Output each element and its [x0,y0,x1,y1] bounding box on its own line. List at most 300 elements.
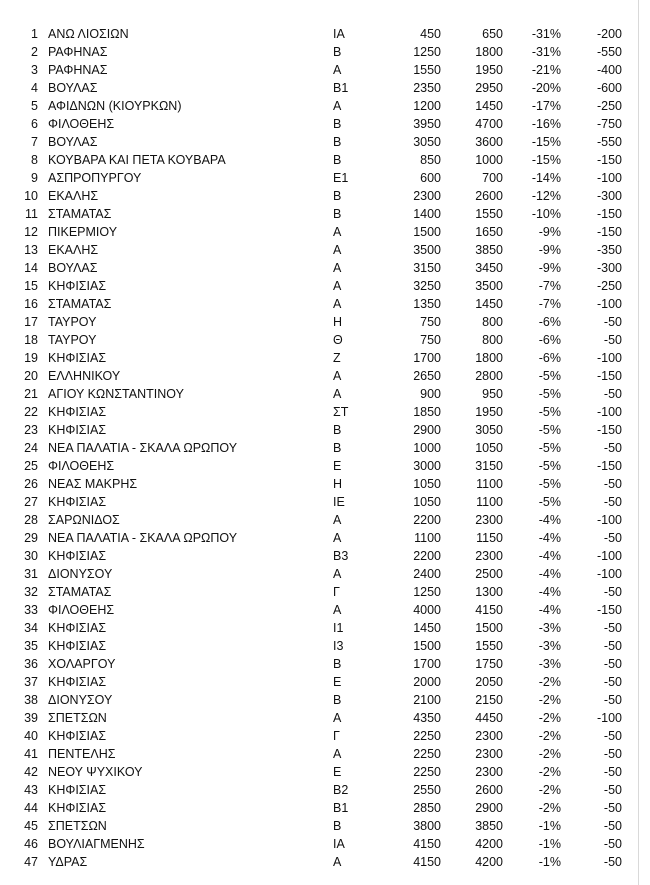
table-row [0,835,650,853]
table-row [0,475,650,493]
zone-code: Α [333,63,342,77]
difference: -50 [603,747,622,761]
area-name: ΔΙΟΝΥΣΟΥ [48,567,113,581]
difference: -150 [596,369,622,383]
percent-change: -9% [538,225,561,239]
difference: -150 [596,153,622,167]
table-row [0,349,650,367]
percent-change: -2% [538,765,561,779]
percent-change: -2% [538,711,561,725]
difference: -50 [603,387,622,401]
old-value: 4150 [413,855,441,869]
old-value: 750 [420,315,441,329]
area-name: ΒΟΥΛΑΣ [48,81,98,95]
row-number: 3 [31,63,38,77]
difference: -150 [596,423,622,437]
percent-change: -9% [538,243,561,257]
zone-code: Α [333,711,342,725]
difference: -50 [603,675,622,689]
new-value: 1950 [475,63,503,77]
difference: -100 [596,711,622,725]
area-name: ΡΑΦΗΝΑΣ [48,45,108,59]
old-value: 2100 [413,693,441,707]
row-number: 8 [31,153,38,167]
difference: -100 [596,171,622,185]
area-name: ΚΗΦΙΣΙΑΣ [48,801,107,815]
old-value: 2900 [413,423,441,437]
old-value: 1500 [413,639,441,653]
row-number: 44 [24,801,38,815]
row-number: 16 [24,297,38,311]
new-value: 2300 [475,549,503,563]
data-table [0,25,650,871]
new-value: 2900 [475,801,503,815]
old-value: 4150 [413,837,441,851]
area-name: ΣΤΑΜΑΤΑΣ [48,297,112,311]
new-value: 4700 [475,117,503,131]
area-name: ΣΠΕΤΣΩΝ [48,711,107,725]
old-value: 1100 [414,531,441,545]
table-row [0,313,650,331]
area-name: ΚΗΦΙΣΙΑΣ [48,639,107,653]
new-value: 3500 [475,279,503,293]
row-number: 36 [24,657,38,671]
old-value: 1700 [413,657,441,671]
zone-code: Ε [333,765,342,779]
old-value: 1050 [413,495,441,509]
table-row [0,655,650,673]
row-number: 17 [24,315,38,329]
difference: -400 [596,63,622,77]
zone-code: Α [333,99,342,113]
zone-code: Β1 [333,81,349,95]
old-value: 2200 [413,513,441,527]
new-value: 1500 [475,621,503,635]
difference: -50 [603,531,622,545]
percent-change: -1% [538,837,561,851]
table-row [0,799,650,817]
difference: -50 [603,333,622,347]
table-row [0,727,650,745]
area-name: ΤΑΥΡΟΥ [48,315,97,329]
percent-change: -15% [531,135,561,149]
new-value: 800 [482,333,503,347]
difference: -50 [603,441,622,455]
new-value: 4150 [475,603,503,617]
row-number: 38 [24,693,38,707]
row-number: 2 [31,45,38,59]
old-value: 2550 [413,783,441,797]
old-value: 1850 [413,405,441,419]
percent-change: -1% [538,819,561,833]
percent-change: -5% [538,387,561,401]
percent-change: -31% [531,45,561,59]
new-value: 2300 [475,747,503,761]
row-number: 40 [24,729,38,743]
difference: -300 [596,261,622,275]
area-name: ΑΝΩ ΛΙΟΣΙΩΝ [48,27,129,41]
percent-change: -14% [531,171,561,185]
difference: -600 [596,81,622,95]
table-row [0,115,650,133]
area-name: ΑΓΙΟΥ ΚΩΝΣΤΑΝΤΙΝΟΥ [48,387,184,401]
area-name: ΧΟΛΑΡΓΟΥ [48,657,116,671]
percent-change: -4% [538,585,561,599]
difference: -150 [596,225,622,239]
row-number: 19 [24,351,38,365]
percent-change: -4% [538,513,561,527]
new-value: 2300 [475,513,503,527]
area-name: ΦΙΛΟΘΕΗΣ [48,603,115,617]
table-row [0,25,650,43]
old-value: 3150 [413,261,441,275]
old-value: 1450 [413,621,441,635]
old-value: 1050 [413,477,441,491]
row-number: 22 [24,405,38,419]
table-row [0,583,650,601]
row-number: 46 [24,837,38,851]
area-name: ΚΗΦΙΣΙΑΣ [48,783,107,797]
new-value: 3450 [475,261,503,275]
difference: -750 [596,117,622,131]
old-value: 4350 [413,711,441,725]
area-name: ΒΟΥΛΑΣ [48,135,98,149]
new-value: 1050 [475,441,503,455]
new-value: 4200 [475,837,503,851]
percent-change: -5% [538,441,561,455]
table-row [0,331,650,349]
row-number: 21 [24,387,38,401]
old-value: 1000 [413,441,441,455]
zone-code: Α [333,747,342,761]
new-value: 700 [482,171,503,185]
old-value: 2850 [413,801,441,815]
zone-code: Β [333,135,342,149]
difference: -100 [596,567,622,581]
table-row [0,565,650,583]
new-value: 4450 [475,711,503,725]
difference: -50 [603,819,622,833]
table-row [0,133,650,151]
percent-change: -5% [538,477,561,491]
area-name: ΚΗΦΙΣΙΑΣ [48,549,107,563]
percent-change: -4% [538,603,561,617]
new-value: 1000 [475,153,503,167]
percent-change: -5% [538,369,561,383]
area-name: ΕΚΑΛΗΣ [48,243,99,257]
area-name: ΝΕΟΥ ΨΥΧΙΚΟΥ [48,765,143,779]
new-value: 1650 [475,225,503,239]
old-value: 1500 [413,225,441,239]
row-number: 18 [24,333,38,347]
table-row [0,277,650,295]
new-value: 4200 [475,855,503,869]
area-name: ΚΗΦΙΣΙΑΣ [48,675,107,689]
row-number: 29 [24,531,38,545]
percent-change: -2% [538,747,561,761]
table-row [0,439,650,457]
row-number: 20 [24,369,38,383]
new-value: 3850 [475,819,503,833]
area-name: ΑΦΙΔΝΩΝ (ΚΙΟΥΡΚΩΝ) [48,99,182,113]
percent-change: -1% [538,855,561,869]
zone-code: Α [333,387,342,401]
row-number: 4 [31,81,38,95]
table-row [0,385,650,403]
new-value: 1800 [475,351,503,365]
old-value: 900 [420,387,441,401]
old-value: 2250 [413,729,441,743]
row-number: 25 [24,459,38,473]
old-value: 1400 [413,207,441,221]
zone-code: Α [333,279,342,293]
table-row [0,223,650,241]
column-divider [638,0,639,885]
row-number: 33 [24,603,38,617]
table-row [0,151,650,169]
old-value: 3800 [413,819,441,833]
area-name: ΚΗΦΙΣΙΑΣ [48,423,107,437]
row-number: 47 [24,855,38,869]
percent-change: -6% [538,333,561,347]
old-value: 850 [420,153,441,167]
percent-change: -4% [538,549,561,563]
old-value: 3000 [413,459,441,473]
table-row [0,241,650,259]
table-row [0,529,650,547]
table-row [0,853,650,871]
percent-change: -21% [531,63,561,77]
zone-code: ΙΕ [333,495,345,509]
difference: -50 [603,801,622,815]
difference: -250 [596,279,622,293]
old-value: 1250 [413,585,441,599]
row-number: 42 [24,765,38,779]
table-row [0,79,650,97]
area-name: ΠΙΚΕΡΜΙΟΥ [48,225,118,239]
difference: -50 [603,729,622,743]
table-row [0,367,650,385]
difference: -50 [603,783,622,797]
row-number: 35 [24,639,38,653]
difference: -150 [596,459,622,473]
row-number: 27 [24,495,38,509]
table-row [0,97,650,115]
table-row [0,421,650,439]
old-value: 2400 [413,567,441,581]
row-number: 41 [24,747,38,761]
row-number: 13 [24,243,38,257]
difference: -50 [603,621,622,635]
percent-change: -2% [538,693,561,707]
table-row [0,205,650,223]
area-name: ΚΗΦΙΣΙΑΣ [48,351,107,365]
new-value: 3050 [475,423,503,437]
old-value: 1700 [413,351,441,365]
zone-code: Β [333,153,342,167]
old-value: 3950 [413,117,441,131]
percent-change: -7% [538,279,561,293]
area-name: ΣΤΑΜΑΤΑΣ [48,585,112,599]
zone-code: Α [333,513,342,527]
zone-code: Γ [333,585,340,599]
percent-change: -4% [538,567,561,581]
area-name: ΚΗΦΙΣΙΑΣ [48,621,107,635]
row-number: 10 [24,189,38,203]
zone-code: Α [333,567,342,581]
table-row [0,763,650,781]
difference: -100 [596,549,622,563]
percent-change: -5% [538,423,561,437]
table-row [0,601,650,619]
row-number: 6 [31,117,38,131]
zone-code: Β [333,441,342,455]
new-value: 800 [482,315,503,329]
area-name: ΦΙΛΟΘΕΗΣ [48,117,115,131]
difference: -50 [603,693,622,707]
area-name: ΑΣΠΡΟΠΥΡΓΟΥ [48,171,142,185]
percent-change: -10% [531,207,561,221]
difference: -550 [596,135,622,149]
table-row [0,547,650,565]
percent-change: -5% [538,495,561,509]
zone-code: Β2 [333,783,349,797]
row-number: 39 [24,711,38,725]
new-value: 1100 [476,495,503,509]
table-row [0,673,650,691]
zone-code: Β [333,819,342,833]
old-value: 1350 [413,297,441,311]
new-value: 3850 [475,243,503,257]
area-name: ΝΕΑΣ ΜΑΚΡΗΣ [48,477,138,491]
area-name: ΥΔΡΑΣ [48,855,88,869]
old-value: 3500 [413,243,441,257]
new-value: 1300 [475,585,503,599]
old-value: 1200 [413,99,441,113]
row-number: 37 [24,675,38,689]
row-number: 30 [24,549,38,563]
difference: -50 [603,765,622,779]
area-name: ΝΕΑ ΠΑΛΑΤΙΑ - ΣΚΑΛΑ ΩΡΩΠΟΥ [48,531,238,545]
zone-code: ΙΑ [333,27,345,41]
difference: -100 [596,297,622,311]
area-name: ΒΟΥΛΙΑΓΜΕΝΗΣ [48,837,145,851]
area-name: ΔΙΟΝΥΣΟΥ [48,693,113,707]
zone-code: Β [333,207,342,221]
area-name: ΚΗΦΙΣΙΑΣ [48,495,107,509]
percent-change: -9% [538,261,561,275]
old-value: 750 [420,333,441,347]
row-number: 1 [31,27,38,41]
area-name: ΕΛΛΗΝΙΚΟΥ [48,369,121,383]
table-row [0,169,650,187]
table-row [0,511,650,529]
table-row [0,619,650,637]
row-number: 7 [31,135,38,149]
area-name: ΣΠΕΤΣΩΝ [48,819,107,833]
percent-change: -7% [538,297,561,311]
area-name: ΤΑΥΡΟΥ [48,333,97,347]
difference: -100 [596,405,622,419]
zone-code: Η [333,477,343,491]
zone-code: Β1 [333,801,349,815]
percent-change: -31% [531,27,561,41]
old-value: 2200 [413,549,441,563]
percent-change: -4% [538,531,561,545]
percent-change: -2% [538,675,561,689]
table-row [0,295,650,313]
difference: -50 [603,639,622,653]
row-number: 34 [24,621,38,635]
new-value: 2600 [475,189,503,203]
area-name: ΝΕΑ ΠΑΛΑΤΙΑ - ΣΚΑΛΑ ΩΡΩΠΟΥ [48,441,238,455]
row-number: 14 [24,261,38,275]
difference: -250 [596,99,622,113]
new-value: 1750 [475,657,503,671]
row-number: 23 [24,423,38,437]
zone-code: Α [333,297,342,311]
percent-change: -3% [538,657,561,671]
old-value: 4000 [413,603,441,617]
zone-code: Ι3 [333,639,344,653]
new-value: 1100 [476,477,503,491]
old-value: 450 [420,27,441,41]
row-number: 11 [25,207,38,221]
old-value: 3250 [413,279,441,293]
old-value: 2300 [413,189,441,203]
new-value: 650 [482,27,503,41]
zone-code: Β [333,657,342,671]
area-name: ΠΕΝΤΕΛΗΣ [48,747,116,761]
difference: -50 [603,495,622,509]
row-number: 26 [24,477,38,491]
difference: -150 [596,207,622,221]
new-value: 2500 [475,567,503,581]
difference: -100 [596,513,622,527]
table-row [0,43,650,61]
difference: -300 [596,189,622,203]
table-row [0,259,650,277]
zone-code: Β3 [333,549,349,563]
new-value: 1450 [475,297,503,311]
old-value: 2250 [413,747,441,761]
table-row [0,637,650,655]
table-row [0,709,650,727]
area-name: ΒΟΥΛΑΣ [48,261,98,275]
table-row [0,781,650,799]
area-name: ΣΤΑΜΑΤΑΣ [48,207,112,221]
zone-code: ΣΤ [333,405,349,419]
area-name: ΚΟΥΒΑΡΑ ΚΑΙ ΠΕΤΑ ΚΟΥΒΑΡΑ [48,153,226,167]
new-value: 2150 [475,693,503,707]
difference: -50 [603,657,622,671]
difference: -350 [596,243,622,257]
percent-change: -6% [538,315,561,329]
row-number: 32 [24,585,38,599]
new-value: 1550 [475,207,503,221]
zone-code: Ε [333,459,342,473]
percent-change: -17% [531,99,561,113]
percent-change: -15% [531,153,561,167]
percent-change: -6% [538,351,561,365]
zone-code: Ε1 [333,171,349,185]
new-value: 2800 [475,369,503,383]
new-value: 1550 [475,639,503,653]
zone-code: Α [333,369,342,383]
new-value: 1800 [475,45,503,59]
zone-code: Α [333,531,342,545]
new-value: 1150 [476,531,503,545]
